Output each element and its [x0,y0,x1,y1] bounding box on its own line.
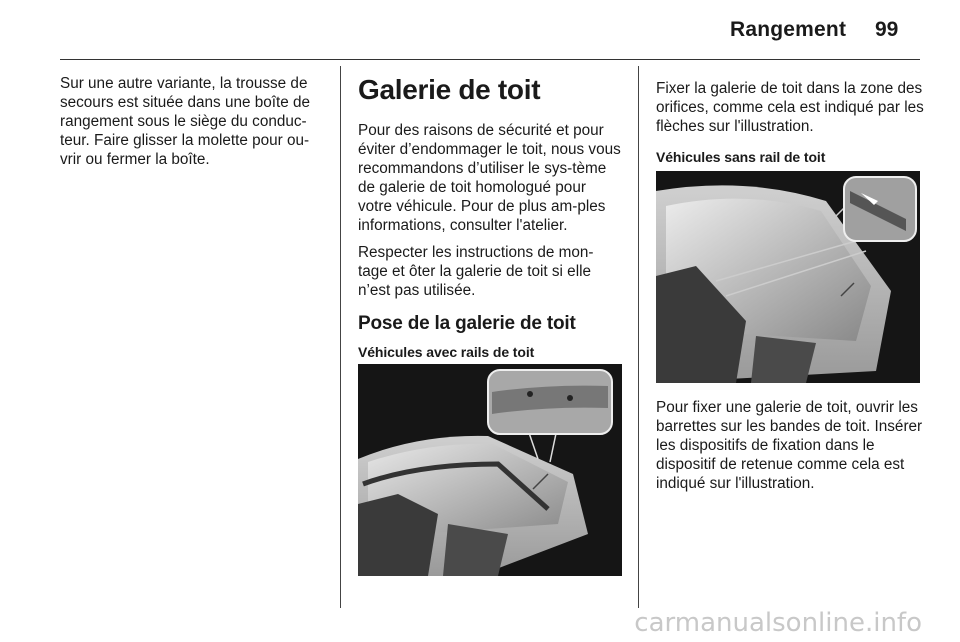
paragraph: Fixer la galerie de toit dans la zone des orifices, comme cela est indiqué par les flèches sur l'illustration. [656,80,924,135]
watermark: carmanualsonline.info [634,608,922,638]
column-right [656,79,924,167]
paragraph: Pour fixer une galerie de toit, ouvrir les barrettes sur les bandes de toit. Insérer les dispositifs de fixation dans le dispositif de retenue comme cela est indiqué sur l'illustration. [656,399,923,492]
sub-heading: Pose de la galerie de toit [358,313,576,334]
page-number: 99 [875,18,899,41]
header-rule [60,59,920,60]
paragraph: Pour des raisons de sécurité et pour éviter d’endommager le toit, nous vous recommandons d’utiliser le sys-tème de galerie de toit homologué pour votre véhicule. Pour de plus am-ples informations, consulter l'atelier. [358,122,621,234]
column-right-lower [656,398,924,493]
small-heading: Véhicules sans rail de toit [656,149,826,165]
section-title: Galerie de toit [358,74,541,105]
header-title: Rangement [730,18,847,41]
paragraph: Respecter les instructions de mon-tage et ôter la galerie de toit si elle n’est pas utilisée. [358,244,594,299]
small-heading: Véhicules avec rails de toit [358,344,535,360]
roof-no-rail-illustration [656,171,920,383]
column-divider [638,66,639,608]
roof-rail-illustration [358,364,622,576]
column-middle [358,121,622,362]
column-divider [340,66,341,608]
paragraph: Sur une autre variante, la trousse de secours est située dans une boîte de rangement sous le siège du conduc-teur. Faire glisser la molette pour ou-vrir ou fermer la boîte. [60,75,311,168]
column-left [60,74,330,169]
